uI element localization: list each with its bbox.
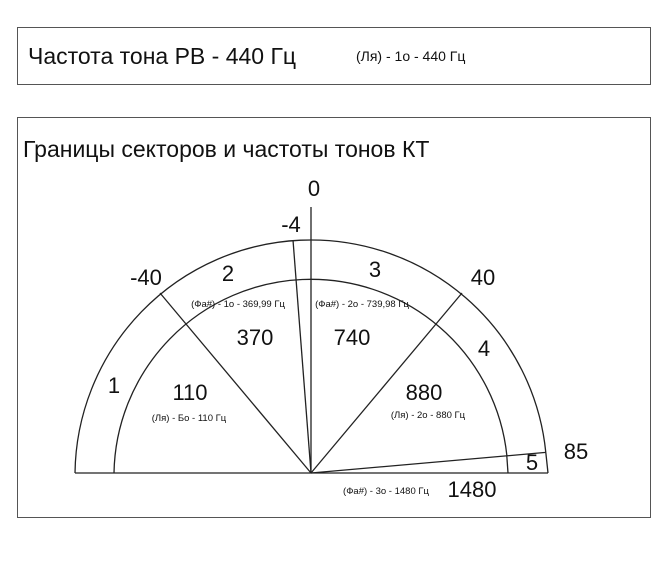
sector-frequency: 880 [405,380,443,405]
boundary-label: 40 [470,265,496,290]
boundary-label: -4 [281,212,301,237]
sector-frequency: 110 [172,380,208,405]
boundary-line-85 [311,452,546,473]
tone-rv-title: Частота тона РВ - 440 Гц [28,43,297,69]
boundary-label: -40 [130,265,162,290]
tone-rv-note: (Ля) - 1о - 440 Гц [356,48,466,64]
boundary-label: 85 [563,439,589,464]
end-tick-85 [546,452,548,473]
inner-bottom-line [507,456,508,473]
sector-frequency: 740 [333,325,371,350]
sector-note: (Ля) - Бо - 110 Гц [151,413,227,424]
sector-panel-title: Границы секторов и частоты тонов КТ [23,136,430,162]
sector-frequency: 370 [236,325,274,350]
sector-note: (Фа#) - 1о - 369,99 Гц [191,299,285,310]
sector-note: (Фа#) - 3о - 1480 Гц [343,486,429,497]
sector-number: 4 [477,336,491,361]
sector-number: 3 [368,257,382,282]
boundary-line--4 [293,240,311,473]
boundary-label: 0 [307,176,321,201]
sector-note: (Фа#) - 2о - 739,98 Гц [315,299,409,310]
sector-number: 2 [221,261,235,286]
sector-number: 1 [107,373,121,398]
sector-number: 5 [525,450,539,475]
sector-frequency: 1480 [447,477,497,502]
sector-note: (Ля) - 2о - 880 Гц [390,410,466,421]
